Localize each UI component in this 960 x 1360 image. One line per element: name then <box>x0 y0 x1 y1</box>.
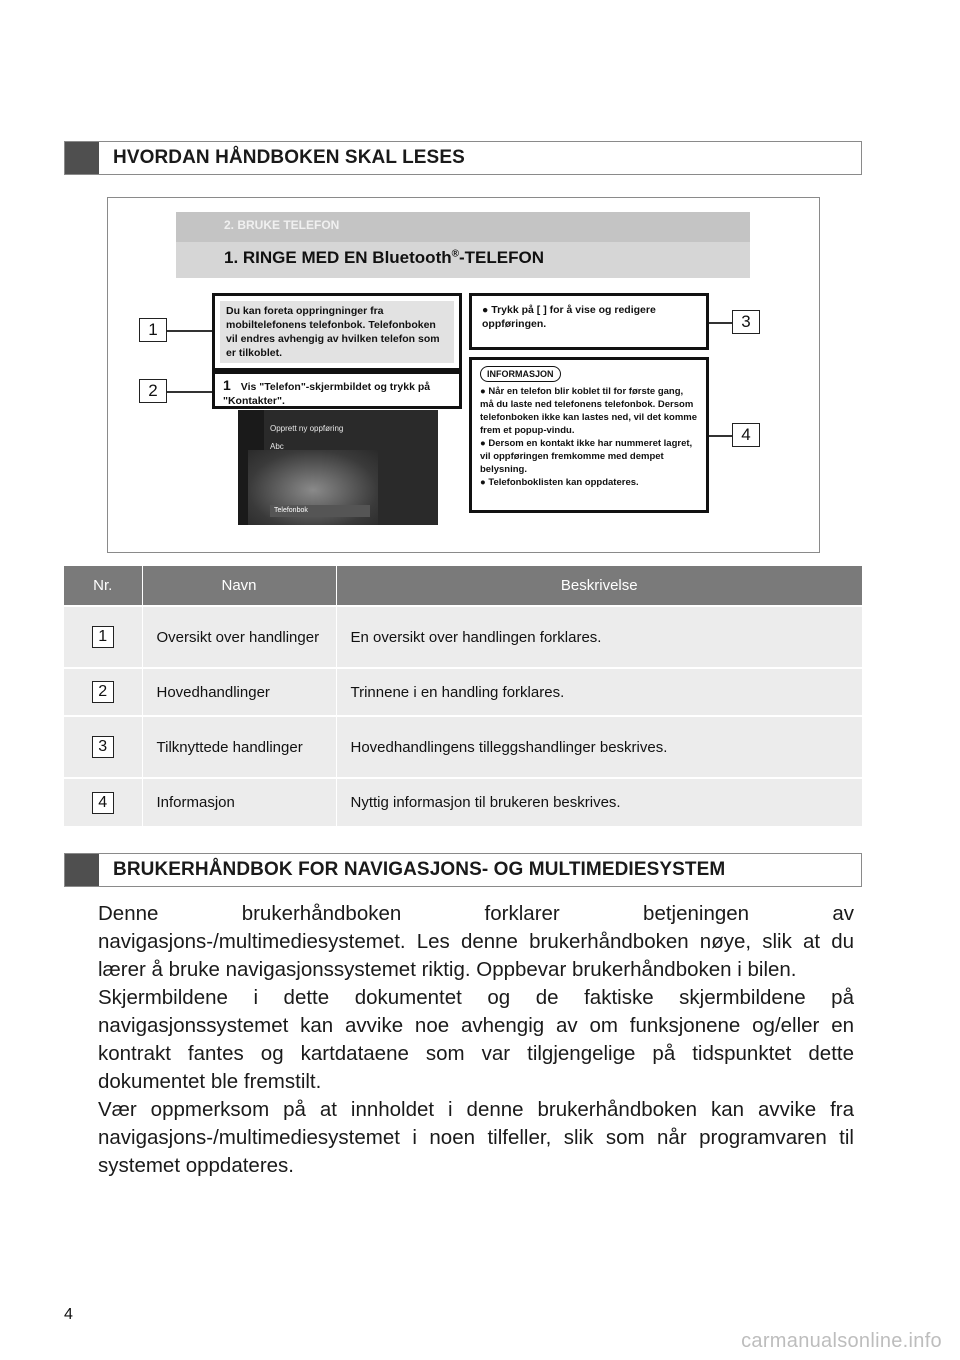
leader-line-1 <box>167 330 212 332</box>
number-box: 1 <box>92 626 114 648</box>
number-box: 4 <box>92 792 114 814</box>
callout-1: 1 <box>139 318 167 342</box>
callout-2: 2 <box>139 379 167 403</box>
table-cell-beskrivelse: Nyttig informasjon til brukeren beskrives. <box>336 778 862 826</box>
screen-row-new-entry: Opprett ny oppføring <box>270 424 344 433</box>
page-number: 4 <box>64 1306 73 1323</box>
table-row <box>64 778 862 826</box>
body-paragraph: Denne brukerhåndboken forklarer betjeningen av navigasjons-/multimediesystemet. Les denne brukerhåndboken nøye, slik at du lærer å bruke navigasjonssystemet riktig. Oppbevar brukerhåndboken i bilen. <box>98 902 854 981</box>
leader-line-4 <box>709 435 732 437</box>
section-title: HVORDAN HÅNDBOKEN SKAL LESES <box>113 147 465 168</box>
leader-line-3 <box>709 322 732 324</box>
info-inner <box>476 364 702 506</box>
related-box <box>469 293 709 350</box>
screen-row-contact: Abc <box>270 442 284 451</box>
info-item: ● Telefonboklisten kan oppdateres. <box>480 477 639 488</box>
step-box <box>212 371 462 409</box>
column-header-navn: Navn <box>142 566 336 606</box>
number-box: 2 <box>92 681 114 703</box>
legend-table <box>64 566 862 826</box>
watermark: carmanualsonline.info <box>741 1330 942 1352</box>
table-row <box>64 668 862 716</box>
step-inner <box>221 376 453 407</box>
table-header-row <box>64 566 862 606</box>
step-text: Vis "Telefon"-skjermbildet og trykk på "Kontakter". <box>223 381 431 407</box>
table-cell-nr <box>64 668 142 716</box>
step-number: 1 <box>223 377 231 393</box>
table-cell-beskrivelse: Hovedhandlingens tilleggshandlinger beskrives. <box>336 716 862 778</box>
table-cell-navn: Informasjon <box>142 778 336 826</box>
info-item: ● Når en telefon blir koblet til for første gang, må du laste ned telefonens telefonbok. Dersom telefonboken ikke kan lastes ned, vil det komme frem et popup-vindu. <box>480 386 697 436</box>
leader-line-2 <box>167 391 212 393</box>
overview-text: Du kan foreta oppringninger fra mobiltelefonens telefonbok. Telefonboken vil endres avhengig av hvilken telefon som er tilkoblet. <box>220 301 454 363</box>
table-cell-navn: Hovedhandlinger <box>142 668 336 716</box>
table-cell-beskrivelse: En oversikt over handlingen forklares. <box>336 606 862 668</box>
figure-heading-banner <box>176 212 750 278</box>
body-paragraph: Skjermbildene i dette dokumentet og de faktiske skjermbildene på navigasjonssystemet kan avvike noe avhengig av om funksjonene og/eller en kontrakt fantes og kartdataene som var tilgjengelige på tidspunktet dette dokumentet ble fremstilt. <box>98 986 854 1093</box>
section-header-tab <box>65 854 99 886</box>
table-row <box>64 606 862 668</box>
table-cell-nr <box>64 716 142 778</box>
table-cell-nr <box>64 778 142 826</box>
info-box <box>469 357 709 513</box>
table-cell-navn: Oversikt over handlinger <box>142 606 336 668</box>
figure-heading: 1. RINGE MED EN Bluetooth®-TELEFON <box>224 248 544 267</box>
table-cell-beskrivelse: Trinnene i en handling forklares. <box>336 668 862 716</box>
info-item: ● Dersom en kontakt ikke har nummeret lagret, vil oppføringen fremkomme med dempet belysning. <box>480 438 693 475</box>
info-title: INFORMASJON <box>480 366 561 382</box>
table-cell-navn: Tilknyttede handlinger <box>142 716 336 778</box>
section-header-how-to-read <box>64 141 862 175</box>
screen-bottom-tab: Telefonbok <box>270 505 370 517</box>
phone-screen-image <box>238 410 438 525</box>
figure-subheading: 2. BRUKE TELEFON <box>224 218 340 232</box>
table-row <box>64 716 862 778</box>
related-text: ● Trykk på [ ] for å vise og redigere oppføringen. <box>476 300 702 343</box>
section-title: BRUKERHÅNDBOK FOR NAVIGASJONS- OG MULTIMEDIESYSTEM <box>113 859 726 880</box>
table-cell-nr <box>64 606 142 668</box>
column-header-beskrivelse: Beskrivelse <box>336 566 862 606</box>
section-header-tab <box>65 142 99 174</box>
column-header-nr: Nr. <box>64 566 142 606</box>
body-paragraph: Vær oppmerksom på at innholdet i denne brukerhåndboken kan avvike fra navigasjons-/multimediesystemet i noen tilfeller, slik som når programvaren til systemet oppdateres. <box>98 1098 854 1177</box>
overview-box <box>212 293 462 371</box>
number-box: 3 <box>92 736 114 758</box>
callout-4: 4 <box>732 423 760 447</box>
callout-3: 3 <box>732 310 760 334</box>
section-header-user-manual <box>64 853 862 887</box>
